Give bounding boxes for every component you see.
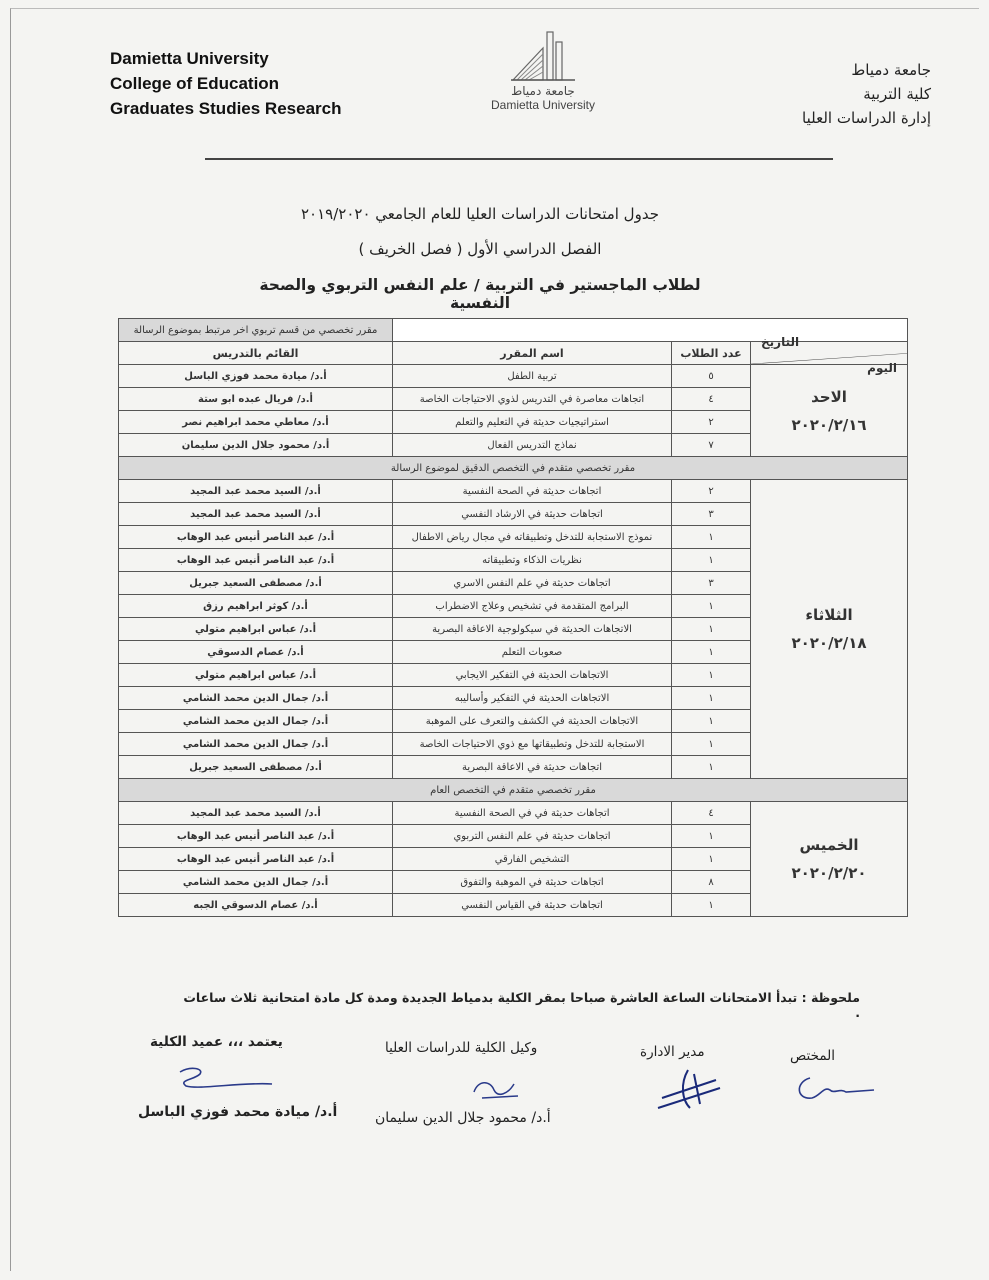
manager-signature-icon xyxy=(650,1064,730,1114)
student-count: ٨ xyxy=(672,871,751,894)
course-header: اسم المقرر xyxy=(393,342,672,365)
header-divider xyxy=(205,158,833,160)
department-name-ar: إدارة الدراسات العليا xyxy=(802,109,931,127)
student-count: ٥ xyxy=(672,365,751,388)
college-name-ar: كلية التربية xyxy=(863,85,931,103)
course-name: اتجاهات حديثة في في الصحة النفسية xyxy=(393,802,672,825)
student-count: ١ xyxy=(672,710,751,733)
student-count: ٤ xyxy=(672,802,751,825)
instructor-name: أ.د/ عباس ابراهيم متولي xyxy=(119,618,393,641)
course-name: اتجاهات حديثة في علم النفس التربوي xyxy=(393,825,672,848)
instructor-name: أ.د/ فريال عبده ابو ستة xyxy=(119,388,393,411)
table-row xyxy=(119,365,908,388)
university-name-ar: جامعة دمياط xyxy=(851,61,931,79)
instructor-name: أ.د/ ميادة محمد فوزي الباسل xyxy=(119,365,393,388)
instructor-header: القائم بالتدريس xyxy=(119,342,393,365)
instructor-name: أ.د/ كوثر ابراهيم رزق xyxy=(119,595,393,618)
student-count: ٣ xyxy=(672,503,751,526)
student-count: ١ xyxy=(672,618,751,641)
logo-mark-icon xyxy=(503,30,583,82)
course-name: اتجاهات حديثة في القياس النفسي xyxy=(393,894,672,917)
program-title: لطلاب الماجستير في التربية / علم النفس التربوي والصحة النفسية xyxy=(259,276,701,312)
instructor-name: أ.د/ معاطي محمد ابراهيم نصر xyxy=(119,411,393,434)
instructor-name: أ.د/ عبد الناصر أنيس عبد الوهاب xyxy=(119,825,393,848)
dean-name: أ.د/ ميادة محمد فوزي الباسل xyxy=(138,1104,338,1120)
student-count: ٤ xyxy=(672,388,751,411)
instructor-name: أ.د/ السيد محمد عبد المجيد xyxy=(119,480,393,503)
college-name-en: College of Education xyxy=(110,74,280,93)
day-name: الخميس xyxy=(799,836,859,854)
course-name: اتجاهات حديثة في الصحة النفسية xyxy=(393,480,672,503)
instructor-name: أ.د/ عصام الدسوقي xyxy=(119,641,393,664)
instructor-name: أ.د/ جمال الدين محمد الشامي xyxy=(119,871,393,894)
course-name: التشخيص الفارقي xyxy=(393,848,672,871)
course-name: صعوبات التعلم xyxy=(393,641,672,664)
course-name: اتجاهات معاصرة في التدريس لذوي الاحتياجات الخاصة xyxy=(393,388,672,411)
instructor-name: أ.د/ جمال الدين محمد الشامي xyxy=(119,733,393,756)
instructor-name: أ.د/ محمود جلال الدين سليمان xyxy=(119,434,393,457)
exam-schedule-table xyxy=(118,318,908,917)
vice-dean-name: أ.د/ محمود جلال الدين سليمان xyxy=(375,1110,551,1126)
vice-dean-signature-icon xyxy=(468,1068,528,1104)
day-date: ٢٠٢٠/٢/١٨ xyxy=(791,634,867,652)
instructor-name: أ.د/ عبد الناصر أنيس عبد الوهاب xyxy=(119,526,393,549)
student-count: ٣ xyxy=(672,572,751,595)
day-cell xyxy=(751,802,908,917)
course-name: اتجاهات حديثة في علم النفس الاسري xyxy=(393,572,672,595)
student-count: ١ xyxy=(672,756,751,779)
instructor-name: أ.د/ السيد محمد عبد المجيد xyxy=(119,802,393,825)
course-name: الاتجاهات الحديثة في الكشف والتعرف على الموهبة xyxy=(393,710,672,733)
day-date: ٢٠٢٠/٢/١٦ xyxy=(791,415,867,434)
instructor-name: أ.د/ عصام الدسوقي الجبه xyxy=(119,894,393,917)
day-name: الثلاثاء xyxy=(805,606,853,624)
count-header: عدد الطلاب xyxy=(672,342,751,365)
course-name: الاتجاهات الحديثة في التفكير الايجابي xyxy=(393,664,672,687)
department-name-en: Graduates Studies Research xyxy=(110,99,342,118)
exam-note: ملحوظة : تبدأ الامتحانات الساعة العاشرة صباحا بمقر الكلية بدمياط الجديدة ومدة كل مادة امتحانية ثلاث ساعات . xyxy=(183,990,860,1020)
day-date: ٢٠٢٠/٢/٢٠ xyxy=(791,864,867,882)
course-name: الاتجاهات الحديثة في سيكولوجية الاعاقة البصرية xyxy=(393,618,672,641)
student-count: ٢ xyxy=(672,411,751,434)
logo-text-en: Damietta University xyxy=(490,98,596,112)
student-count: ١ xyxy=(672,848,751,871)
specialist-label: المختص xyxy=(790,1048,835,1064)
student-count: ١ xyxy=(672,549,751,572)
student-count: ٢ xyxy=(672,480,751,503)
date-header: التاريخ xyxy=(761,335,800,349)
student-count: ١ xyxy=(672,687,751,710)
student-count: ١ xyxy=(672,526,751,549)
student-count: ١ xyxy=(672,894,751,917)
semester-title: الفصل الدراسي الأول ( فصل الخريف ) xyxy=(358,240,602,258)
course-name: نموذج الاستجابة للتدخل وتطبيقاته في مجال رياض الاطفال xyxy=(393,526,672,549)
course-name: اتجاهات حديثة في الموهبة والتفوق xyxy=(393,871,672,894)
course-name: البرامج المتقدمة في تشخيص وعلاج الاضطراب xyxy=(393,595,672,618)
student-count: ١ xyxy=(672,641,751,664)
table-head-row xyxy=(119,342,908,365)
course-name: اتجاهات حديثة في الاعاقة البصرية xyxy=(393,756,672,779)
section-title: مقرر تخصصي متقدم في التخصص الدقيق لموضوع الرسالة xyxy=(119,457,908,480)
dean-approval-label: يعتمد ،،، عميد الكلية xyxy=(150,1034,283,1050)
section-title: مقرر تخصصي متقدم في التخصص العام xyxy=(119,779,908,802)
day-header: اليوم xyxy=(867,361,897,375)
instructor-name: أ.د/ مصطفى السعيد جبريل xyxy=(119,756,393,779)
table-row xyxy=(119,802,908,825)
course-name: الاستجابة للتدخل وتطبيقاتها مع ذوي الاحتياجات الخاصة xyxy=(393,733,672,756)
section-title: مقرر تخصصي من قسم تربوي اخر مرتبط بموضوع الرسالة xyxy=(119,319,393,342)
logo-text-ar: جامعة دمياط xyxy=(511,84,575,98)
day-date-header xyxy=(751,335,908,375)
header-arabic xyxy=(802,58,931,130)
university-name-en: Damietta University xyxy=(110,49,269,68)
student-count: ١ xyxy=(672,664,751,687)
university-logo xyxy=(478,30,608,130)
day-name: الاحد xyxy=(811,387,847,406)
schedule-title: جدول امتحانات الدراسات العليا للعام الجامعي ٢٠١٩/٢٠٢٠ xyxy=(301,205,659,223)
instructor-name: أ.د/ السيد محمد عبد المجيد xyxy=(119,503,393,526)
instructor-name: أ.د/ عبد الناصر أنيس عبد الوهاب xyxy=(119,848,393,871)
course-name: اتجاهات حديثة في الارشاد النفسي xyxy=(393,503,672,526)
course-name: نماذج التدريس الفعال xyxy=(393,434,672,457)
course-name: الاتجاهات الحديثة في التفكير وأساليبه xyxy=(393,687,672,710)
dean-signature-icon xyxy=(160,1060,280,1096)
course-name: استراتيجيات حديثة في التعليم والتعلم xyxy=(393,411,672,434)
manager-label: مدير الادارة xyxy=(640,1044,705,1060)
student-count: ٧ xyxy=(672,434,751,457)
instructor-name: أ.د/ عباس ابراهيم متولي xyxy=(119,664,393,687)
student-count: ١ xyxy=(672,595,751,618)
specialist-signature-icon xyxy=(790,1068,880,1108)
instructor-name: أ.د/ عبد الناصر أنيس عبد الوهاب xyxy=(119,549,393,572)
table-row xyxy=(119,480,908,503)
student-count: ١ xyxy=(672,825,751,848)
header-english xyxy=(110,46,341,121)
vice-dean-label: وكيل الكلية للدراسات العليا xyxy=(385,1040,538,1056)
day-cell xyxy=(751,480,908,779)
section-header-row xyxy=(119,457,908,480)
instructor-name: أ.د/ جمال الدين محمد الشامي xyxy=(119,710,393,733)
course-name: نظريات الذكاء وتطبيقاته xyxy=(393,549,672,572)
student-count: ١ xyxy=(672,733,751,756)
section-header-row xyxy=(119,779,908,802)
instructor-name: أ.د/ مصطفى السعيد جبريل xyxy=(119,572,393,595)
course-name: تربية الطفل xyxy=(393,365,672,388)
instructor-name: أ.د/ جمال الدين محمد الشامي xyxy=(119,687,393,710)
